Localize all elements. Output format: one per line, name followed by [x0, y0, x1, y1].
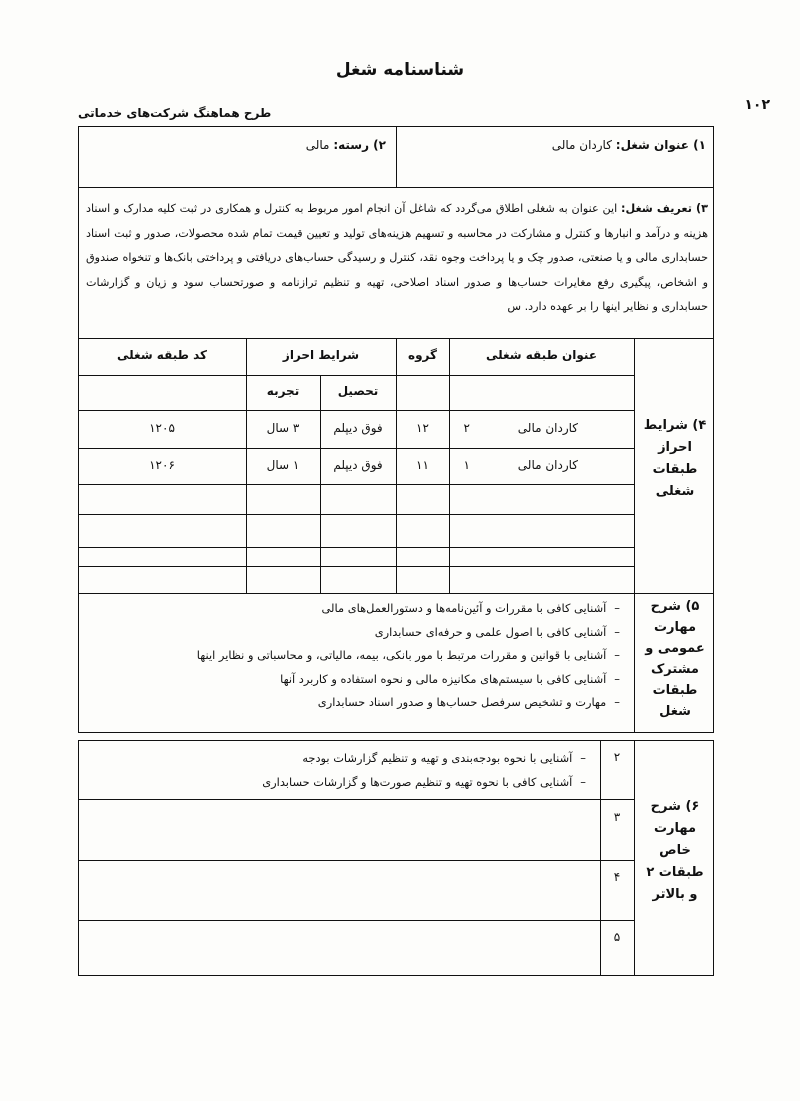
- divider: [78, 448, 634, 449]
- general-skills-side-label: ۵) شرح مهارت عمومی و مشترک طبقات شغل: [645, 599, 705, 719]
- divider: [449, 338, 450, 594]
- divider: [396, 126, 397, 188]
- divider: [320, 375, 321, 594]
- row2-level: ۱: [463, 458, 470, 472]
- level-4-number: ۴: [613, 870, 621, 884]
- list-item: – آشنایی با نحوه بودجه‌بندی و تهیه و تنظیم گزارشات بودجه: [262, 746, 586, 770]
- job-definition-text: [86, 197, 708, 320]
- header-experience: تجربه: [266, 384, 300, 398]
- divider: [634, 338, 635, 594]
- row2-group: ۱۱: [416, 458, 429, 472]
- category-label: ۲) رسته:: [333, 138, 386, 152]
- list-item: – مهارت و تشخیص سرفصل حساب‌ها و صدور اسناد حسابداری: [197, 691, 620, 715]
- divider: [78, 484, 634, 485]
- job-definition-body: این عنوان به شغلی اطلاق می‌گردد که شاغل آن انجام امور مربوط به کنترل و همکاری در ثبت کلیه مدارک و اسناد هزینه و درآمد و انبارها و کنترل و مشارکت در محاسبه و تسهیم هزینه‌های تولید و تعیین قیمت تمام شده محصولات، صدور و ثبت اسناد حسابداری مالی و یا صنعتی، صدور چک و یا پرداخت وجوه نقد، کنترل و رسیدگی حساب‌های دریافتی و پرداختی بانک‌ها و تنخواه صندوق و اشخاص، پیگیری رفع مغایرات حساب‌ها و صدور اسناد اصلاحی، تهیه و تنظیم ترازنامه و صورتحساب سود و زیان و گزارشات حسابداری و نظایر اینها را بر عهده دارد. س: [86, 202, 708, 313]
- job-title-field: [552, 138, 706, 152]
- category-value: مالی: [305, 138, 330, 152]
- divider: [78, 547, 634, 548]
- level-3-number: ۳: [613, 810, 621, 824]
- job-definition-label: ۳) تعریف شغل:: [620, 202, 708, 215]
- divider: [78, 375, 634, 376]
- divider: [634, 740, 635, 976]
- divider: [78, 799, 634, 800]
- row1-level: ۲: [463, 421, 470, 435]
- divider: [78, 860, 634, 861]
- row1-code: ۱۲۰۵: [149, 421, 175, 435]
- divider: [78, 410, 634, 411]
- job-title-value: کاردان مالی: [551, 138, 612, 152]
- page-number: ۱۰۲: [744, 97, 770, 113]
- row1-group: ۱۲: [416, 421, 429, 435]
- level-2-number: ۲: [613, 750, 621, 764]
- row1-experience: ۳ سال: [266, 421, 300, 435]
- header-education: تحصیل: [337, 384, 379, 398]
- page-title: شناسنامه شغل: [335, 60, 465, 80]
- category-field: [306, 138, 386, 152]
- row1-title: کاردان مالی: [517, 421, 578, 435]
- row2-code: ۱۲۰۶: [149, 458, 175, 472]
- divider: [634, 593, 635, 733]
- document-subtitle: طرح هماهنگ شرکت‌های خدماتی: [78, 106, 272, 120]
- special-skills-side-label: ۶) شرح مهارت خاص طبقات ۲ و بالاتر: [646, 799, 704, 902]
- job-title-label: ۱) عنوان شغل:: [615, 138, 706, 152]
- list-item: – آشنایی با قوانین و مقررات مرتبط با مور بانکی، بیمه، مالیاتی، و محاسباتی و نظایر اینها: [197, 644, 620, 668]
- row1-education: فوق دیپلم: [333, 421, 383, 435]
- list-item: – آشنایی کافی با اصول علمی و حرفه‌ای حسابداری: [197, 621, 620, 645]
- header-code: کد طبقه شغلی: [117, 348, 207, 362]
- row2-title: کاردان مالی: [517, 458, 578, 472]
- list-item: – آشنایی کافی با نحوه تهیه و تنظیم صورت‌ها و گزارشات حسابداری: [262, 770, 586, 794]
- header-class-title: عنوان طبقه شغلی: [485, 348, 598, 362]
- level-5-number: ۵: [613, 930, 621, 944]
- row2-experience: ۱ سال: [266, 458, 300, 472]
- list-item: – آشنایی کافی با سیستم‌های مکانیزه مالی و نحوه استفاده و کاربرد آنها: [197, 668, 620, 692]
- list-item: – آشنایی کافی با مقررات و آئین‌نامه‌ها و دستورالعمل‌های مالی: [197, 597, 620, 621]
- general-skills-list: [197, 597, 620, 715]
- qualification-side-label: ۴) شرایط احراز طبقات شغلی: [643, 418, 707, 499]
- header-group: گروه: [408, 348, 437, 362]
- row2-education: فوق دیپلم: [333, 458, 383, 472]
- header-conditions: شرایط احراز: [282, 348, 360, 362]
- special-skills-list: [262, 746, 586, 794]
- divider: [78, 920, 634, 921]
- divider: [78, 566, 634, 567]
- divider: [78, 514, 634, 515]
